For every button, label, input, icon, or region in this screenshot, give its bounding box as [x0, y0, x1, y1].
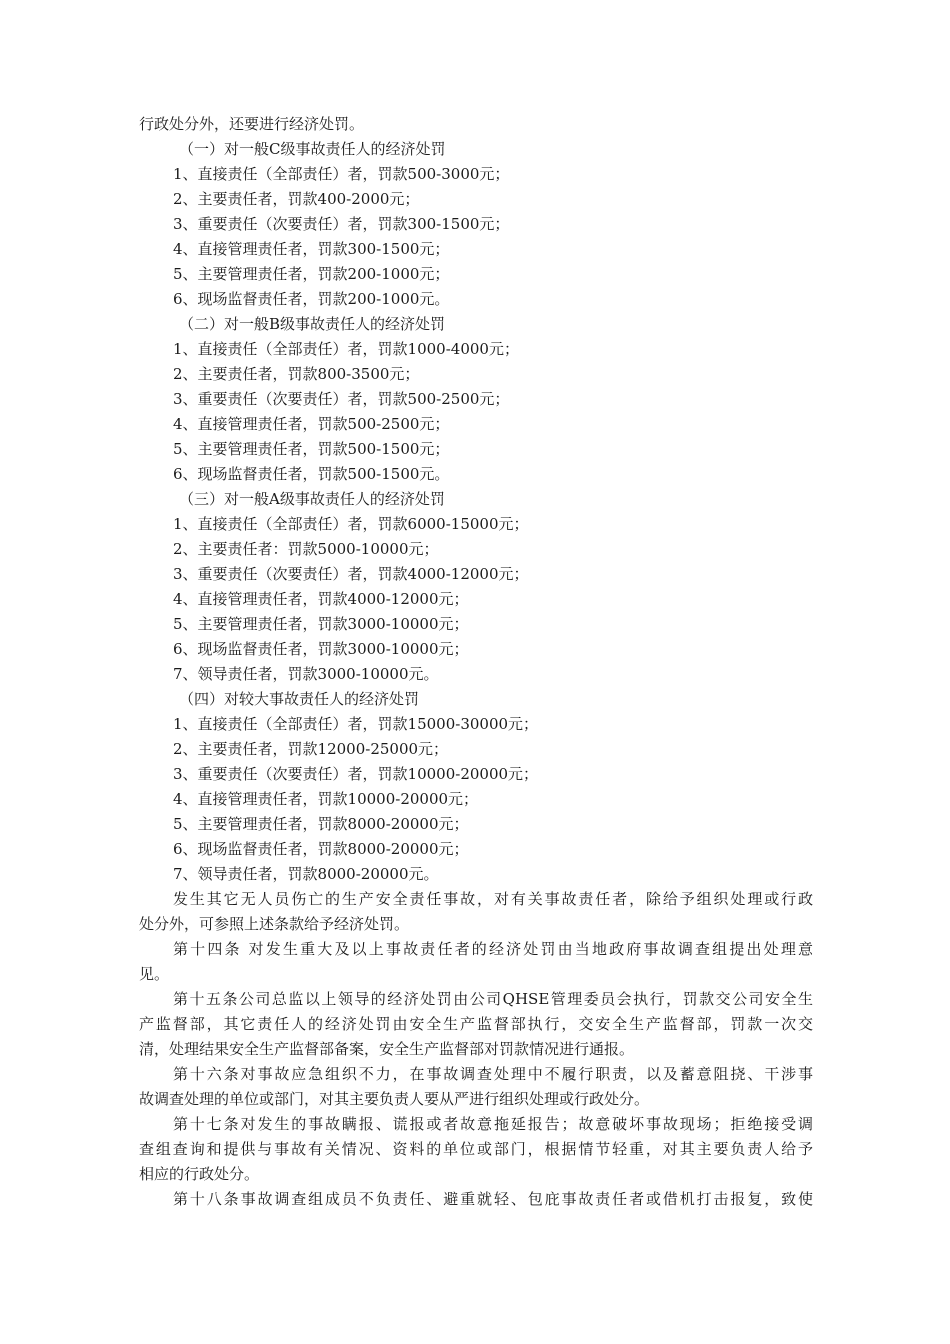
- text-line: 1、直接责任（全部责任）者，罚款6000-15000元；: [173, 515, 529, 533]
- text-line: 3、重要责任（次要责任）者，罚款4000-12000元；: [173, 565, 529, 583]
- text-line: 发生其它无人员伤亡的生产安全责任事故，对有关事故责任者，除给予组织处理或行政: [173, 890, 813, 908]
- text-line: 行政处分外，还要进行经济处罚。: [139, 115, 365, 133]
- text-line: 见。: [139, 965, 170, 983]
- text-line: 5、主要管理责任者，罚款200-1000元；: [173, 265, 450, 283]
- text-line: 6、现场监督责任者，罚款500-1500元。: [173, 465, 450, 483]
- text-line: 5、主要管理责任者，罚款3000-10000元；: [173, 615, 469, 633]
- text-line: （三）对一般A级事故责任人的经济处罚: [179, 490, 445, 508]
- text-line: 5、主要管理责任者，罚款8000-20000元；: [173, 815, 469, 833]
- text-line: 相应的行政处分。: [139, 1165, 260, 1183]
- text-line: 2、主要责任者，罚款800-3500元；: [173, 365, 420, 383]
- text-line: 3、重要责任（次要责任）者，罚款10000-20000元；: [173, 765, 539, 783]
- text-line: 3、重要责任（次要责任）者，罚款300-1500元；: [173, 215, 510, 233]
- text-line: 第十七条对发生的事故瞒报、谎报或者故意拖延报告；故意破坏事故现场；拒绝接受调: [173, 1115, 813, 1133]
- text-line: 处分外，可参照上述条款给予经济处罚。: [139, 915, 410, 933]
- text-line: 产监督部，其它责任人的经济处罚由安全生产监督部执行，交安全生产监督部，罚款一次交: [139, 1015, 813, 1033]
- text-line: （一）对一般C级事故责任人的经济处罚: [179, 140, 446, 158]
- text-line: 查组查询和提供与事故有关情况、资料的单位或部门，根据情节轻重，对其主要负责人给予: [139, 1140, 813, 1158]
- text-line: 第十八条事故调查组成员不负责任、避重就轻、包庇事故责任者或借机打击报复，致使: [173, 1190, 813, 1208]
- text-line: 第十六条对事故应急组织不力，在事故调查处理中不履行职责，以及蓄意阻挠、干涉事: [173, 1065, 813, 1083]
- text-line: （二）对一般B级事故责任人的经济处罚: [179, 315, 446, 333]
- text-line: 6、现场监督责任者，罚款8000-20000元；: [173, 840, 469, 858]
- text-line: 1、直接责任（全部责任）者，罚款15000-30000元；: [173, 715, 539, 733]
- text-line: 5、主要管理责任者，罚款500-1500元；: [173, 440, 450, 458]
- text-line: 3、重要责任（次要责任）者，罚款500-2500元；: [173, 390, 510, 408]
- text-line: 7、领导责任者，罚款8000-20000元。: [173, 865, 439, 883]
- text-line: 6、现场监督责任者，罚款3000-10000元；: [173, 640, 469, 658]
- text-line: 4、直接管理责任者，罚款10000-20000元；: [173, 790, 479, 808]
- text-line: 第十四条 对发生重大及以上事故责任者的经济处罚由当地政府事故调查组提出处理意: [173, 940, 813, 958]
- text-line: 6、现场监督责任者，罚款200-1000元。: [173, 290, 450, 308]
- document-page: [139, 112, 813, 1212]
- text-line: 1、直接责任（全部责任）者，罚款500-3000元；: [173, 165, 510, 183]
- text-line: 2、主要责任者，罚款400-2000元；: [173, 190, 420, 208]
- text-line: 第十五条公司总监以上领导的经济处罚由公司QHSE管理委员会执行，罚款交公司安全生: [173, 990, 813, 1008]
- text-line: 7、领导责任者，罚款3000-10000元。: [173, 665, 439, 683]
- text-line: 1、直接责任（全部责任）者，罚款1000-4000元；: [173, 340, 519, 358]
- text-line: 4、直接管理责任者，罚款500-2500元；: [173, 415, 450, 433]
- text-line: 故调查处理的单位或部门，对其主要负责人要从严进行组织处理或行政处分。: [139, 1090, 650, 1108]
- text-line: 清，处理结果安全生产监督部备案，安全生产监督部对罚款情况进行通报。: [139, 1040, 635, 1058]
- text-line: 4、直接管理责任者，罚款4000-12000元；: [173, 590, 469, 608]
- text-line: 2、主要责任者，罚款12000-25000元；: [173, 740, 449, 758]
- text-line: 4、直接管理责任者，罚款300-1500元；: [173, 240, 450, 258]
- text-line: （四）对较大事故责任人的经济处罚: [179, 690, 420, 708]
- text-line: 2、主要责任者：罚款5000-10000元；: [173, 540, 439, 558]
